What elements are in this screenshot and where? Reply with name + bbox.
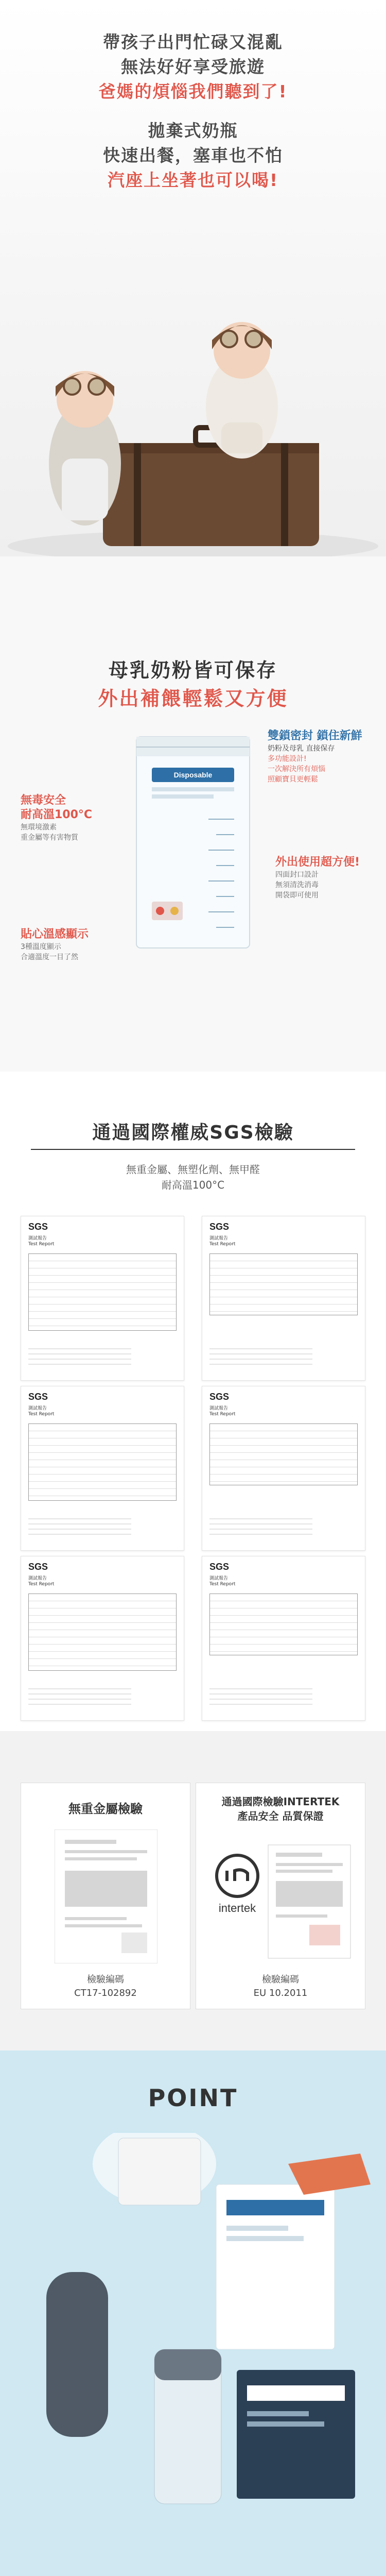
heavy-metal-report-image (55, 1829, 157, 1963)
sgs-report-5 (21, 1556, 184, 1721)
intertek-card (196, 1783, 365, 2009)
sgs-report-6 (202, 1556, 365, 1721)
sticker-callout (21, 927, 89, 962)
intertek-label-2: EU 10.2011 (253, 1988, 308, 1998)
sgs-doc-lines (209, 1514, 312, 1535)
sgs-report-4 (202, 1386, 365, 1551)
sgs-doc-heading: 測試報告 Test Report (209, 1236, 236, 1247)
intertek-title-2: 產品安全 品質保證 (237, 1810, 324, 1822)
sgs-sub-1: 無重金屬、無塑化劑、無甲醛 (126, 1163, 260, 1176)
point-section (0, 2050, 386, 2576)
temp-sub-1: 無環境激素 (21, 823, 57, 832)
sgs-section (0, 1072, 386, 1731)
sgs-title: 通過國際權威SGS檢驗 (92, 1122, 294, 1143)
certification-section (0, 1731, 386, 2050)
seal-sub-3: 照顧寶貝更輕鬆 (268, 775, 318, 784)
sgs-title-rule (31, 1149, 355, 1150)
intertek-report-image (206, 1835, 356, 1963)
heavy-metal-title: 無重金屬檢驗 (68, 1802, 143, 1816)
temp-title: 無毒安全 耐高溫100°C (21, 794, 93, 821)
intertek-title-1: 通過國際檢驗INTERTEK (221, 1795, 340, 1808)
sgs-doc-lines (209, 1344, 312, 1365)
heavy-metal-card (21, 1783, 190, 2009)
seal-sub-1: 多功能設計! (268, 755, 307, 763)
kids-suitcase-photo (0, 289, 386, 556)
sgs-report-2 (202, 1216, 365, 1381)
storage-title-2: 外出補餵輕鬆又方便 (98, 687, 288, 710)
hero-section (0, 0, 386, 556)
sgs-report-1 (21, 1216, 184, 1381)
sgs-doc-heading: 測試報告 Test Report (28, 1576, 55, 1587)
heavy-metal-label-1: 檢驗編碼 (87, 1974, 124, 1985)
sticker-sub-1: 3種溫度顯示 (21, 943, 61, 951)
sgs-sub-2: 耐高溫100°C (161, 1179, 225, 1191)
seal-text: 奶粉及母乳 直接保存 (268, 744, 335, 753)
storage-title-1: 母乳奶粉皆可保存 (108, 659, 277, 682)
sgs-doc-lines (28, 1344, 131, 1365)
sticker-title: 貼心溫感顯示 (21, 928, 89, 941)
milk-bag-image (131, 732, 255, 953)
sgs-doc-table (209, 1253, 358, 1315)
sgs-doc-heading: 測試報告 Test Report (209, 1406, 236, 1417)
sgs-doc-lines (209, 1684, 312, 1705)
storage-section (0, 556, 386, 1072)
intertek-label-1: 檢驗編碼 (262, 1974, 299, 1985)
outdoor-title: 外出使用超方便! (275, 856, 360, 869)
sticker-sub-2: 合適溫度一目了然 (21, 953, 78, 961)
outdoor-callout (275, 855, 360, 901)
bag-brand-text: Disposable (173, 771, 213, 779)
hero-line-5: 快速出餐，塞車也不怕 (103, 145, 283, 165)
product-lifestyle-photo (0, 2133, 386, 2576)
sgs-logo: SGS (209, 1562, 230, 1572)
sgs-doc-table (28, 1423, 177, 1501)
hero-line-3: 爸媽的煩惱我們聽到了! (98, 81, 288, 101)
sgs-logo: SGS (209, 1392, 230, 1402)
sgs-logo: SGS (209, 1222, 230, 1232)
sgs-logo: SGS (28, 1392, 48, 1402)
sgs-report-3 (21, 1386, 184, 1551)
outdoor-sub-2: 無須清洗消毒 (275, 881, 319, 889)
point-title: POINT (148, 2084, 238, 2112)
sgs-doc-lines (28, 1684, 131, 1705)
hero-copy (0, 30, 386, 193)
hero-line-2: 無法好好享受旅遊 (121, 57, 265, 77)
heavy-metal-label-2: CT17-102892 (74, 1988, 137, 1998)
sgs-doc-table (209, 1594, 358, 1655)
seal-callout (268, 729, 362, 785)
sgs-doc-table (209, 1423, 358, 1485)
outdoor-sub-3: 開袋即可使用 (275, 891, 319, 900)
temp-sub-2: 重金屬等有害物質 (21, 834, 78, 842)
sgs-doc-heading: 測試報告 Test Report (28, 1406, 55, 1417)
intertek-logo-text: intertek (218, 1902, 256, 1914)
sgs-doc-table (28, 1253, 177, 1331)
outdoor-sub-1: 四面封口設計 (275, 871, 319, 879)
seal-title: 雙鎖密封 鎖住新鮮 (268, 730, 362, 742)
seal-sub-2: 一次解決所有煩惱 (268, 765, 325, 773)
sgs-doc-table (28, 1594, 177, 1671)
temp-callout (21, 793, 124, 843)
hero-line-1: 帶孩子出門忙碌又混亂 (103, 32, 283, 52)
sgs-logo: SGS (28, 1562, 48, 1572)
sgs-doc-lines (28, 1514, 131, 1535)
sgs-logo: SGS (28, 1222, 48, 1232)
sgs-doc-heading: 測試報告 Test Report (209, 1576, 236, 1587)
hero-line-6: 汽座上坐著也可以喝! (107, 170, 279, 190)
sgs-doc-heading: 測試報告 Test Report (28, 1236, 55, 1247)
hero-line-4: 拋棄式奶瓶 (148, 121, 238, 141)
